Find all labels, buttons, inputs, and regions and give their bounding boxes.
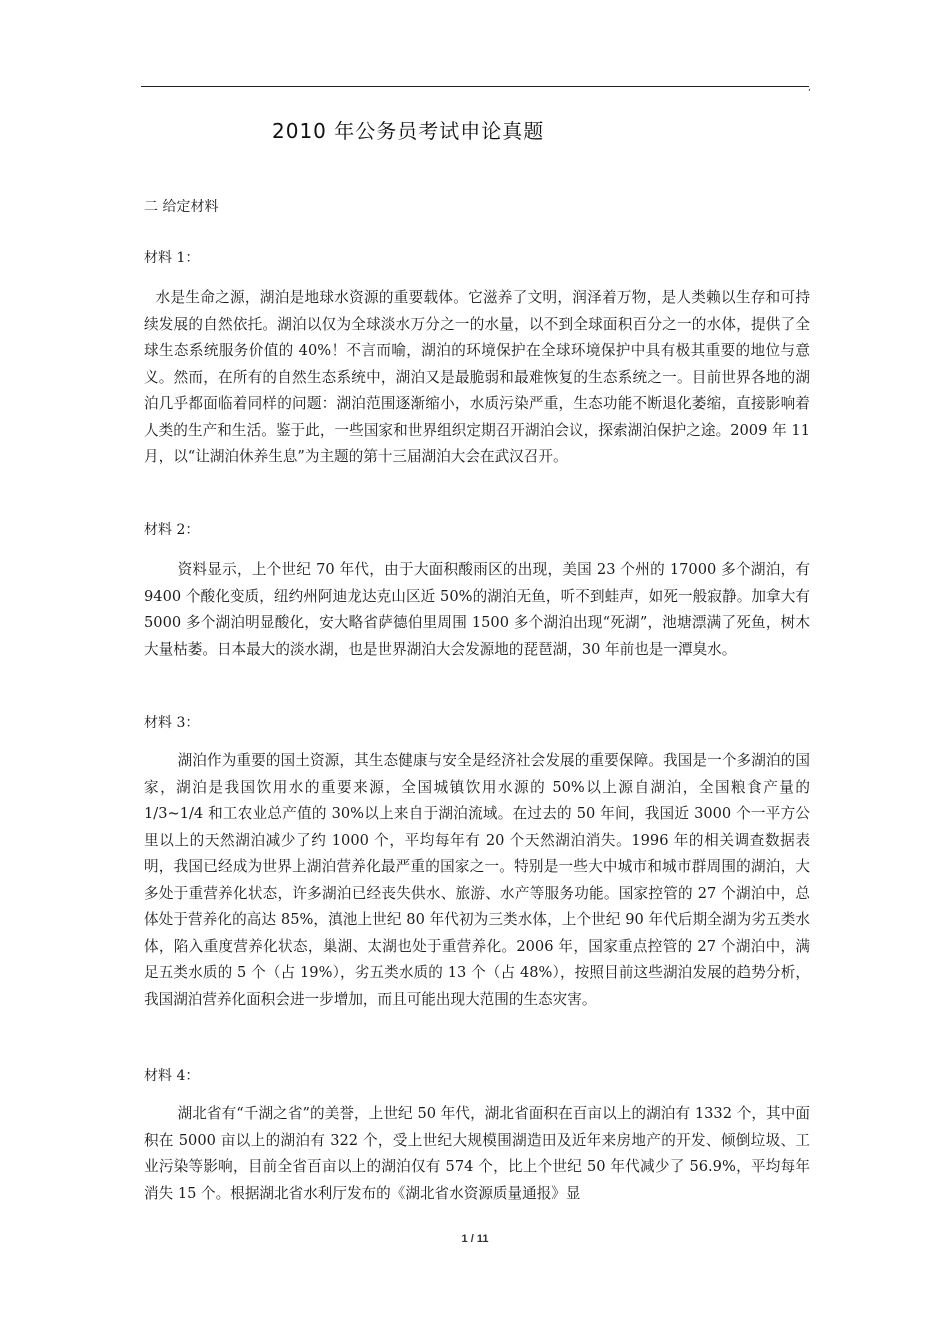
material-2-text: 资料显示，上个世纪 70 年代，由于大面积酸雨区的出现，美国 23 个州的 17000 多个湖泊，有 9400 个酸化变质，纽约州阿迪龙达克山区近 50%的湖泊无鱼，听不到蛙声，如死一般寂静。加拿大有 5000 多个湖泊明显酸化，安大略省萨德伯里周围 1500 多个湖泊出现“死湖”，池塘漂满了死鱼，树木大量枯萎。日本最大的淡水湖，也是世界湖泊大会发源地的琵琶湖，30 年前也是一潭臭水。 <box>144 561 810 658</box>
material-2-label: 材料 2： <box>144 522 200 538</box>
material-4-label: 材料 4： <box>144 1068 200 1084</box>
section-heading: 二 给定材料 <box>144 199 219 215</box>
material-3-text: 湖泊作为重要的国土资源，其生态健康与安全是经济社会发展的重要保障。我国是一个多湖泊的国家，湖泊是我国饮用水的重要来源，全国城镇饮用水源的 50%以上源自湖泊，全国粮食产量的 1/3~1/4 和工农业总产值的 30%以上来自于湖泊流域。在过去的 50 年间，我国近 3000 个一平方公里以上的天然湖泊减少了约 1000 个，平均每年有 20 个天然湖泊消失。1996 年的相关调查数据表明，我国已经成为世界上湖泊营养化最严重的国家之一。特别是一些大中城市和城市群周围的湖泊，大多处于重营养化状态，许多湖泊已经丧失供水、旅游、水产等服务功能。国家控管的 27 个湖泊中，总体处于营养化的高达 85%，滇池上世纪 80 年代初为三类水体，上个世纪 90 年代后期全湖为劣五类水体，陷入重度营养化状态，巢湖、太湖也处于重营养化。2006 年，国家重点控管的 27 个湖泊中，满足五类水质的 5 个（占 19%），劣五类水质的 13 个（占 48%），按照目前这些湖泊发展的趋势分析，我国湖泊营养化面积会进一步增加，而且可能出现大范围的生态灾害。 <box>144 752 810 1008</box>
material-4-text: 湖北省有“千湖之省”的美誉，上世纪 50 年代，湖北省面积在百亩以上的湖泊有 1332 个，其中面积在 5000 亩以上的湖泊有 322 个，受上世纪大规模围湖造田及近年来房地产的开发、倾倒垃圾、工业污染等影响，目前全省百亩以上的湖泊仅有 574 个，比上个世纪 50 年代减少了 56.9%，平均每年消失 15 个。根据湖北省水利厅发布的《湖北省水资源质量通报》显 <box>144 1105 810 1202</box>
document-title: 2010 年公务员考试申论真题 <box>272 119 545 143</box>
header-rule <box>141 86 809 87</box>
material-1-text: 水是生命之源，湖泊是地球水资源的重要载体。它滋养了文明，润泽着万物，是人类赖以生存和可持续发展的自然依托。湖泊以仅为全球淡水万分之一的水量，以不到全球面积百分之一的水体，提供了全球生态系统服务价值的 40%！不言而喻，湖泊的环境保护在全球环境保护中具有极其重要的地位与意义。然而，在所有的自然生态系统中，湖泊又是最脆弱和最难恢复的生态系统之一。目前世界各地的湖泊几乎都面临着同样的问题：湖泊范围逐渐缩小，水质污染严重，生态功能不断退化萎缩，直接影响着人类的生产和生活。鉴于此，一些国家和世界组织定期召开湖泊会议，探索湖泊保护之途。2009 年 11 月，以“让湖泊休养生息”为主题的第十三届湖泊大会在武汉召开。 <box>144 289 810 465</box>
page-indicator: 1 / 11 <box>461 1233 489 1245</box>
material-1-label: 材料 1： <box>144 250 200 266</box>
material-3-label: 材料 3： <box>144 715 200 731</box>
header-rule-end-mark: , <box>808 83 811 93</box>
